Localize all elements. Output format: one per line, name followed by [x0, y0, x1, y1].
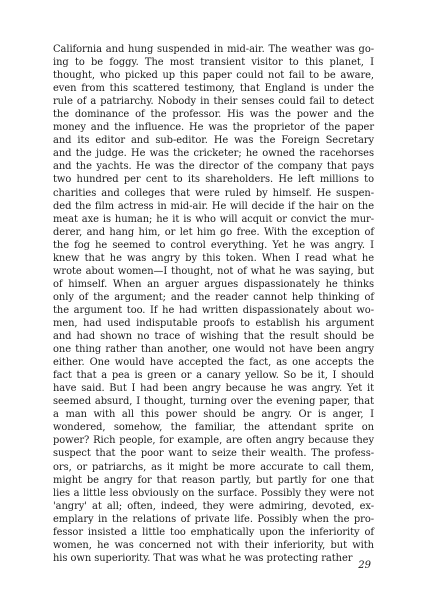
text-line: ing to be foggy. The most transient visitor to this planet, I	[53, 57, 374, 69]
text-line: 'angry' at all; often, indeed, they were admiring, devoted, ex-	[53, 500, 374, 512]
text-line: seemed absurd, I thought, turning over the evening paper, that	[53, 396, 374, 408]
text-line: might be angry for that reason partly, but partly for one that	[53, 474, 374, 486]
text-line: rule of a patriarchy. Nobody in their senses could fail to detect	[53, 96, 374, 108]
text-line: California and hung suspended in mid-air. The weather was go-	[53, 44, 374, 55]
page-number: 29	[358, 560, 371, 571]
text-line: fessor insisted a little too emphatically upon the inferiority of	[53, 526, 374, 538]
text-line: money and the influence. He was the proprietor of the paper	[53, 122, 374, 134]
text-line: men, had used indisputable proofs to establish his argument	[53, 317, 374, 329]
text-line: derer, and hang him, or let him go free. With the exception of	[53, 226, 374, 238]
text-line: the fog he seemed to control everything. Yet he was angry. I	[53, 239, 374, 251]
text-line: and its editor and sub-editor. He was the Foreign Secretary	[53, 135, 374, 147]
text-line: wondered, somehow, the familiar, the attendant sprite on	[53, 422, 374, 434]
text-line: his own superiority. That was what he was protecting rather	[53, 552, 353, 564]
text-line: and the yachts. He was the director of the company that pays	[53, 161, 374, 173]
text-line: charities and colleges that were ruled by himself. He suspen-	[53, 187, 374, 199]
text-line: even from this scattered testimony, that England is under the	[53, 83, 374, 95]
text-line: ded the film actress in mid-air. He will decide if the hair on the	[53, 200, 374, 212]
text-line: thought, who picked up this paper could not fail to be aware,	[53, 70, 374, 82]
text-line: wrote about women—I thought, not of what he was saying, but	[53, 265, 374, 277]
text-line: meat axe is human; he it is who will acquit or convict the mur-	[53, 213, 374, 225]
text-line: knew that he was angry by this token. When I read what he	[53, 252, 374, 264]
text-line: either. One would have accepted the fact, as one accepts the	[53, 357, 374, 369]
text-line: one thing rather than another, one would not have been angry	[53, 344, 374, 356]
text-line: the argument too. If he had written dispassionately about wo-	[53, 304, 374, 316]
text-line: have said. But I had been angry because he was angry. Yet it	[53, 383, 374, 395]
text-line: only of the argument; and the reader cannot help thinking of	[53, 291, 374, 303]
text-line: of himself. When an arguer argues dispassionately he thinks	[53, 278, 374, 290]
text-line: ors, or patriarchs, as it might be more accurate to call them,	[53, 461, 374, 473]
text-line: women, he was concerned not with their inferiority, but with	[53, 539, 374, 551]
text-line: the dominance of the professor. His was the power and the	[53, 109, 374, 121]
text-line: and the judge. He was the cricketer; he owned the racehorses	[53, 148, 374, 160]
text-line: fact that a pea is green or a canary yellow. So be it, I should	[53, 370, 374, 382]
text-line: and had shown no trace of wishing that the result should be	[53, 331, 374, 343]
text-line: emplary in the relations of private life. Possibly when the pro-	[53, 513, 374, 525]
text-line: a man with all this power should be angry. Or is anger, I	[53, 409, 374, 421]
text-line: two hundred per cent to its shareholders. He left millions to	[53, 174, 374, 186]
body-text	[53, 43, 374, 565]
text-line: power? Rich people, for example, are often angry because they	[53, 435, 374, 447]
text-line: suspect that the poor want to seize their wealth. The profess-	[53, 448, 374, 460]
text-line: lies a little less obviously on the surface. Possibly they were not	[53, 487, 374, 499]
